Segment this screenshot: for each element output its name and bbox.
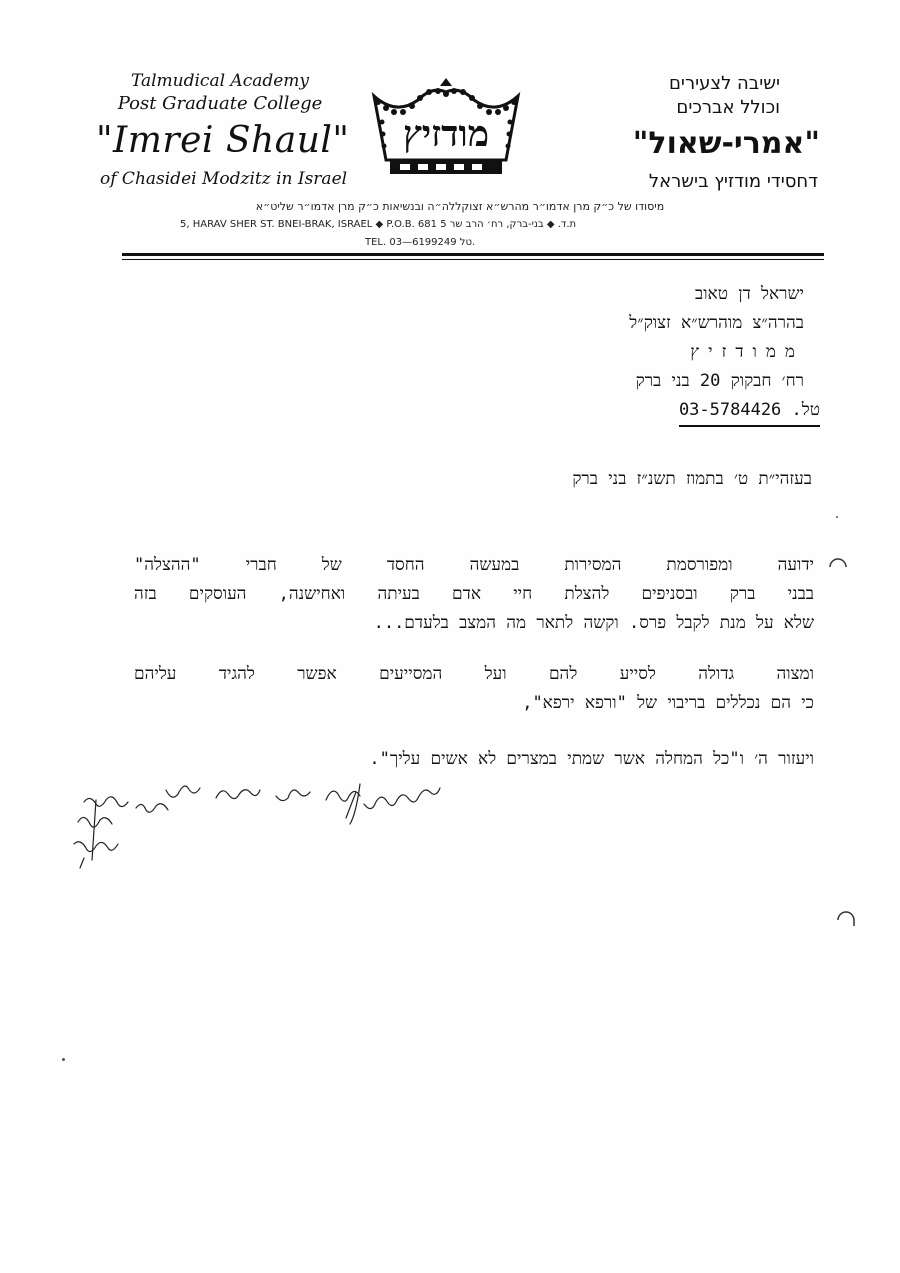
letterhead-hebrew: [540, 72, 820, 194]
letterhead-english-name: "Imrei Shaul": [96, 120, 350, 161]
header-rule-thin: [122, 259, 824, 260]
logo-text: מודזיץ: [402, 113, 490, 155]
paragraph-line: ומצוה גדולה לסייע להם ועל המסייעים אפשר להגיד עליהם: [134, 664, 814, 684]
letterhead-hebrew-line4: דחסידי מודזיץ בישראל: [648, 171, 818, 192]
paragraph-line: בבני ברק ובסניפים להצלת חיי אדם בעיתה ואחישנה, העוסקים בזה: [134, 584, 814, 604]
header-rule-thick: [122, 253, 824, 256]
founders-line: מיסודו של כ״ק מרן אדמו״ר מהרש״א זצוקללה״ה ובנשיאות כ״ק מרן אדמו״ר שליט״א: [255, 200, 665, 213]
letterhead-hebrew-line1: ישיבה לצעירים: [668, 73, 780, 94]
date-line: בעזהי״ת ט׳ בתמוז תשנ״ז בני ברק: [572, 469, 812, 489]
handwritten-signature: [60, 770, 460, 880]
letterhead-english: [96, 70, 360, 190]
sender-street: רח׳ חבקוק 20 בני ברק: [635, 371, 804, 391]
paragraph-1: [134, 551, 814, 638]
closing-line: ויעזור ה׳ ו"כל המחלה אשר שמתי במצרים לא אשים עליך".: [369, 749, 814, 769]
paragraph-line: כי הם נכללים בריבוי של "ורפא ירפא",: [522, 693, 814, 713]
sender-block: [384, 280, 820, 427]
sender-lineage: בהרה״צ מוהרש״א זצוק״ל: [629, 313, 804, 333]
address-line: 5, HARAV SHER ST. BNEI-BRAK, ISRAEL ◆ P.O.B. 681 ת.ד. ◆ בני-ברק, רח׳ הרב שר 5: [180, 219, 577, 230]
sender-town: ממודזיץ: [690, 342, 804, 362]
paragraph-2: [134, 660, 814, 718]
letterhead-hebrew-line2: וכולל אברכים: [676, 97, 780, 118]
sender-name: ישראל דן טאוב: [695, 284, 804, 304]
letterhead-phone: TEL. 03—6199249 טל.: [365, 237, 476, 248]
paper-speck: [62, 1058, 65, 1061]
paragraph-line: ידועה ומפורסמת המסירות במעשה החסד של חברי "ההצלה": [134, 555, 814, 575]
letterhead-english-line4: of Chasidei Modzitz in Israel: [100, 169, 348, 189]
punch-hole-mark: [834, 906, 858, 930]
punch-hole-mark: [826, 555, 850, 579]
letterhead-english-line1: Talmudical Academy: [130, 71, 310, 91]
paper-speck: [836, 516, 838, 518]
sender-phone: טל. 03-5784426: [679, 396, 820, 427]
letterhead-hebrew-name: "אמרי-שאול": [632, 126, 820, 161]
letterhead-english-line2: Post Graduate College: [117, 93, 323, 114]
letter-body: [134, 551, 814, 740]
crown-logo: [356, 78, 536, 188]
paragraph-line: שלא על מנת לקבל פרס. וקשה לתאר מה המצב בלעדם...: [373, 613, 814, 633]
